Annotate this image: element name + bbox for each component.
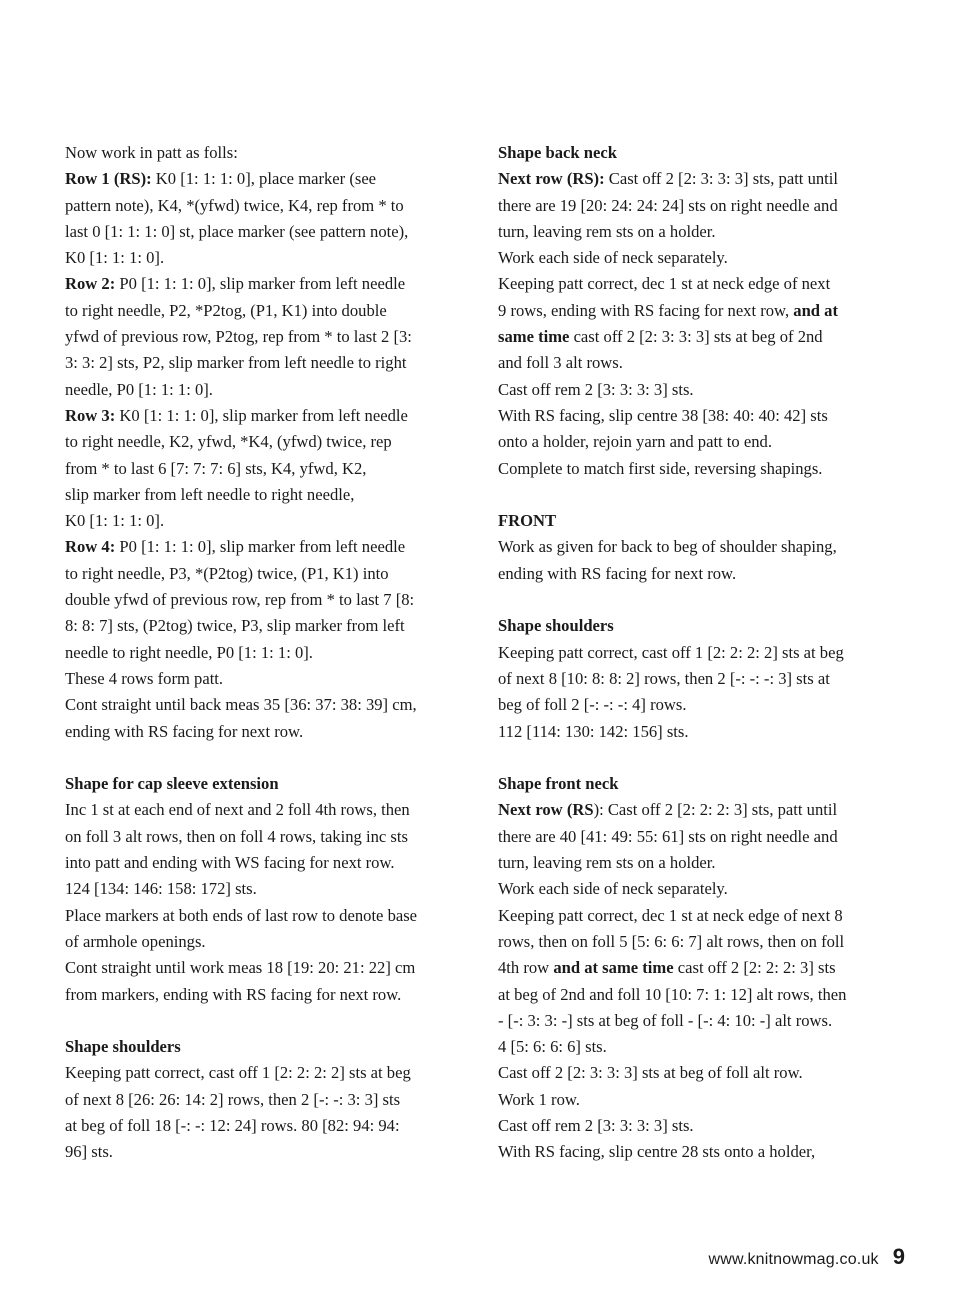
instruction-line: Work 1 row. xyxy=(498,1089,580,1109)
instruction-line: 96] sts. xyxy=(65,1142,113,1162)
right-column xyxy=(498,140,898,1166)
instruction-line: last 0 [1: 1: 1: 0] st, place marker (see pattern note), xyxy=(65,221,409,241)
bold-label: same time xyxy=(498,327,570,347)
instruction-line: With RS facing, slip centre 38 [38: 40: 40: 42] sts xyxy=(498,405,828,425)
instruction-line: to right needle, K2, yfwd, *K4, (yfwd) twice, rep xyxy=(65,432,392,452)
instruction-line xyxy=(498,324,898,350)
text-run: 9 rows, ending with RS facing for next row, xyxy=(498,300,794,320)
text-run: P0 [1: 1: 1: 0], slip marker from left needle xyxy=(115,537,406,557)
instruction-line: there are 19 [20: 24: 24: 24] sts on right needle and xyxy=(498,195,838,215)
bold-label: Next row (RS xyxy=(498,800,594,820)
bold-label: and at xyxy=(793,300,838,320)
instruction-line: to right needle, P3, *(P2tog) twice, (P1, K1) into xyxy=(65,563,389,583)
instruction-line: ending with RS facing for next row. xyxy=(498,563,737,583)
instruction-line: pattern note), K4, *(yfwd) twice, K4, rep from * to xyxy=(65,195,404,215)
instruction-line xyxy=(498,166,898,192)
page-number: 9 xyxy=(892,1244,905,1269)
instruction-line xyxy=(498,298,898,324)
page-footer xyxy=(708,1244,905,1270)
left-column xyxy=(65,140,475,1166)
instruction-line: 4 [5: 6: 6: 6] sts. xyxy=(498,1037,607,1057)
section-heading: Shape for cap sleeve extension xyxy=(65,774,279,794)
instruction-line xyxy=(65,534,475,560)
instruction-line: needle, P0 [1: 1: 1: 0]. xyxy=(65,379,213,399)
instruction-line: Inc 1 st at each end of next and 2 foll 4th rows, then xyxy=(65,800,410,820)
instruction-line: 8: 8: 7] sts, (P2tog) twice, P3, slip marker from left xyxy=(65,616,405,636)
section-heading: Shape shoulders xyxy=(65,1037,181,1057)
instruction-line: there are 40 [41: 49: 55: 61] sts on right needle and xyxy=(498,826,838,846)
text-run: cast off 2 [2: 3: 3: 3] sts at beg of 2nd xyxy=(569,327,823,347)
paragraph-spacer xyxy=(65,1008,475,1034)
instruction-line: beg of foll 2 [-: -: -: 4] rows. xyxy=(498,695,687,715)
instruction-line: Work each side of neck separately. xyxy=(498,248,728,268)
instruction-line: double yfwd of previous row, rep from * to last 7 [8: xyxy=(65,590,415,610)
instruction-line: Work each side of neck separately. xyxy=(498,879,728,899)
instruction-line: Keeping patt correct, dec 1 st at neck edge of next 8 xyxy=(498,905,843,925)
section-heading: Shape back neck xyxy=(498,143,617,162)
instruction-line: Cast off 2 [2: 3: 3: 3] sts at beg of foll alt row. xyxy=(498,1063,803,1083)
instruction-line: turn, leaving rem sts on a holder. xyxy=(498,853,716,873)
instruction-line: from markers, ending with RS facing for next row. xyxy=(65,984,402,1004)
instruction-line: Cont straight until back meas 35 [36: 37: 38: 39] cm, xyxy=(65,695,417,715)
instruction-line: K0 [1: 1: 1: 0]. xyxy=(65,248,165,268)
instruction-line: at beg of foll 18 [-: -: 12: 24] rows. 80 [82: 94: 94: xyxy=(65,1115,400,1135)
instruction-line: Now work in patt as folls: xyxy=(65,143,238,162)
section-heading: Shape shoulders xyxy=(498,616,614,636)
instruction-line: of next 8 [26: 26: 14: 2] rows, then 2 [-: -: 3: 3] sts xyxy=(65,1089,401,1109)
bold-label: Row 4: xyxy=(65,537,116,557)
instruction-line: turn, leaving rem sts on a holder. xyxy=(498,221,716,241)
instruction-line: Keeping patt correct, dec 1 st at neck edge of next xyxy=(498,274,831,294)
instruction-line: 124 [134: 146: 158: 172] sts. xyxy=(65,879,257,899)
text-run: K0 [1: 1: 1: 0], slip marker from left needle xyxy=(115,405,408,425)
paragraph-spacer xyxy=(498,587,898,613)
instruction-line: - [-: 3: 3: -] sts at beg of foll - [-: 4: 10: -] alt rows. xyxy=(498,1010,833,1030)
instruction-line: onto a holder, rejoin yarn and patt to end. xyxy=(498,432,772,452)
instruction-line xyxy=(498,955,898,981)
instruction-line: into patt and ending with WS facing for next row. xyxy=(65,853,395,873)
instruction-line: ending with RS facing for next row. xyxy=(65,721,304,741)
magazine-url: www.knitnowmag.co.uk xyxy=(708,1251,879,1268)
instruction-line: needle to right needle, P0 [1: 1: 1: 0]. xyxy=(65,642,313,662)
instruction-line xyxy=(65,403,475,429)
instruction-line: Cont straight until work meas 18 [19: 20: 21: 22] cm xyxy=(65,958,416,978)
instruction-line: on foll 3 alt rows, then on foll 4 rows, taking inc sts xyxy=(65,826,408,846)
instruction-line: 112 [114: 130: 142: 156] sts. xyxy=(498,721,689,741)
section-heading: Shape front neck xyxy=(498,774,619,794)
text-run: P0 [1: 1: 1: 0], slip marker from left needle xyxy=(115,274,406,294)
instruction-line: rows, then on foll 5 [5: 6: 6: 7] alt rows, then on foll xyxy=(498,931,845,951)
section-heading: FRONT xyxy=(498,511,557,531)
instruction-line: K0 [1: 1: 1: 0]. xyxy=(65,511,165,531)
text-run: K0 [1: 1: 1: 0], place marker (see xyxy=(151,169,377,189)
instruction-line: With RS facing, slip centre 28 sts onto a holder, xyxy=(498,1142,816,1162)
instruction-line: Work as given for back to beg of shoulder shaping, xyxy=(498,537,837,557)
instruction-line: Cast off rem 2 [3: 3: 3: 3] sts. xyxy=(498,379,694,399)
bold-label: Row 1 (RS): xyxy=(65,169,152,189)
paragraph-spacer xyxy=(65,745,475,771)
instruction-line: Keeping patt correct, cast off 1 [2: 2: 2: 2] sts at beg xyxy=(498,642,844,662)
paragraph-spacer xyxy=(498,482,898,508)
bold-label: Row 2: xyxy=(65,274,116,294)
text-run: cast off 2 [2: 2: 2: 3] sts xyxy=(673,958,836,978)
instruction-line: from * to last 6 [7: 7: 7: 6] sts, K4, yfwd, K2, xyxy=(65,458,367,478)
instruction-line xyxy=(65,166,475,192)
instruction-line: slip marker from left needle to right needle, xyxy=(65,484,355,504)
text-run: Cast off 2 [2: 3: 3: 3] sts, patt until xyxy=(604,169,838,189)
instruction-line: at beg of 2nd and foll 10 [10: 7: 1: 12] alt rows, then xyxy=(498,984,847,1004)
bold-label: Row 3: xyxy=(65,405,116,425)
bold-label: Next row (RS): xyxy=(498,169,605,189)
instruction-line: Cast off rem 2 [3: 3: 3: 3] sts. xyxy=(498,1115,694,1135)
instruction-line: 3: 3: 2] sts, P2, slip marker from left needle to right xyxy=(65,353,407,373)
instruction-line: yfwd of previous row, P2tog, rep from * to last 2 [3: xyxy=(65,327,412,347)
instruction-line xyxy=(498,797,898,823)
instruction-line xyxy=(65,271,475,297)
text-run: 4th row xyxy=(498,958,554,978)
instruction-line: of armhole openings. xyxy=(65,931,206,951)
paragraph-spacer xyxy=(498,745,898,771)
instruction-line: Keeping patt correct, cast off 1 [2: 2: 2: 2] sts at beg xyxy=(65,1063,411,1083)
instruction-line: Complete to match first side, reversing shapings. xyxy=(498,458,823,478)
instruction-line: These 4 rows form patt. xyxy=(65,668,224,688)
instruction-line: of next 8 [10: 8: 8: 2] rows, then 2 [-: -: -: 3] sts at xyxy=(498,668,830,688)
instruction-line: Place markers at both ends of last row to denote base xyxy=(65,905,418,925)
instruction-line: and foll 3 alt rows. xyxy=(498,353,623,373)
text-run: ): Cast off 2 [2: 2: 2: 3] sts, patt until xyxy=(593,800,838,820)
bold-label: and at same time xyxy=(553,958,674,978)
instruction-line: to right needle, P2, *P2tog, (P1, K1) into double xyxy=(65,300,387,320)
